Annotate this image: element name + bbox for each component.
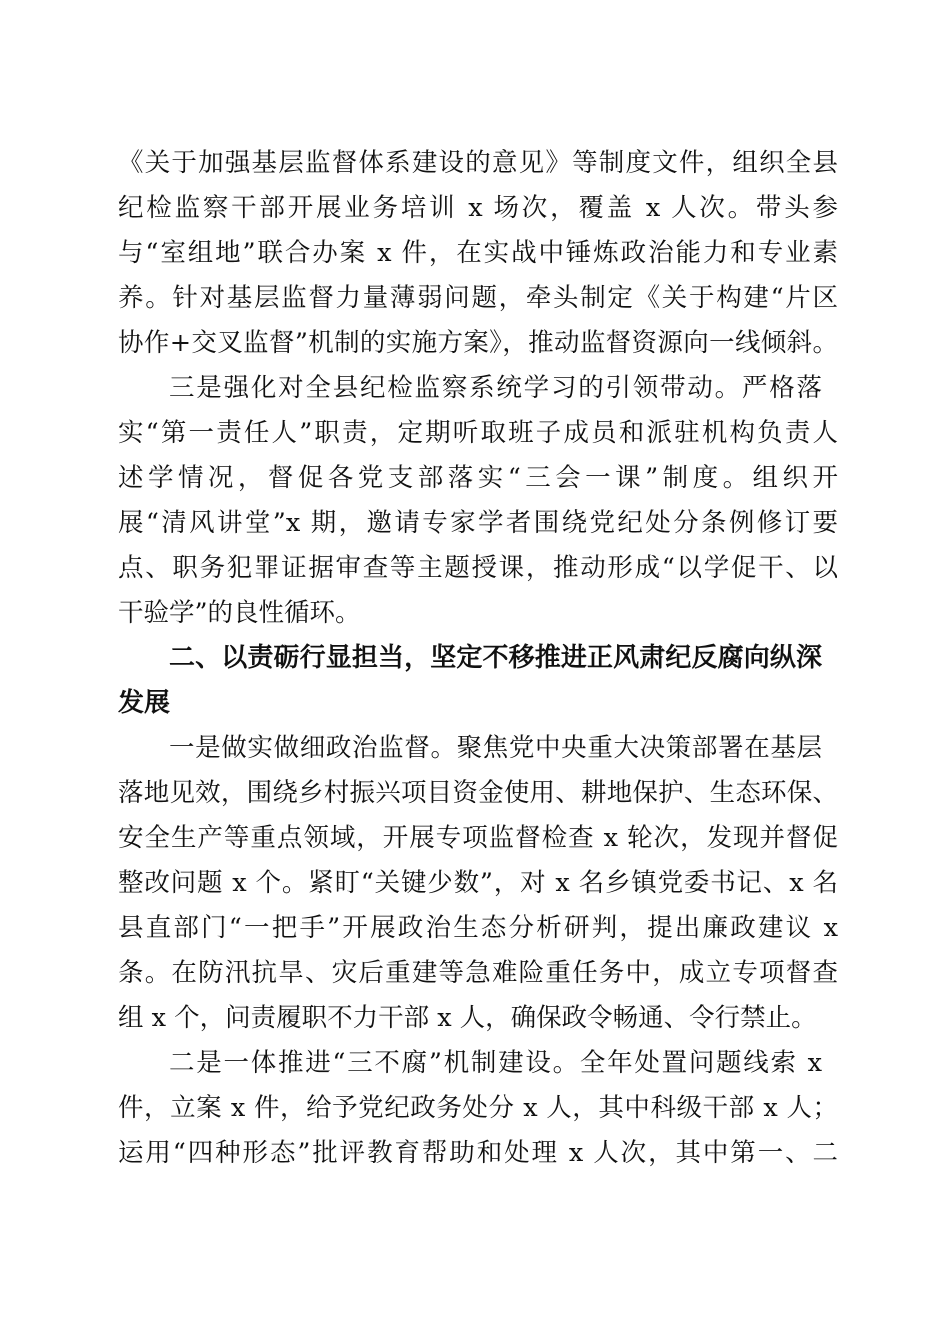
paragraph-lead-line: 一是做实做细政治监督。聚焦党中央重大决策部署在基层 [169, 733, 822, 763]
text-line: 纪检监察干部开展业务培训 x 场次，覆盖 x 人次。带头参 [118, 193, 838, 223]
text-line: 运用“四种形态”批评教育帮助和处理 x 人次，其中第一、二 [118, 1138, 838, 1168]
text-line: 《关于加强基层监督体系建设的意见》等制度文件，组织全县 [118, 148, 838, 178]
text-line: 条。在防汛抗旱、灾后重建等急难险重任务中，成立专项督查 [118, 958, 838, 988]
paragraph-lead-line: 二是一体推进“三不腐”机制建设。全年处置问题线索 x [169, 1048, 822, 1078]
section-heading-continued: 发展 [118, 688, 171, 718]
text-line: 组 x 个，问责履职不力干部 x 人，确保政令畅通、令行禁止。 [118, 1003, 817, 1033]
text-line: 养。针对基层监督力量薄弱问题，牵头制定《关于构建“片区 [118, 283, 838, 313]
text-line: 展“清风讲堂”x 期，邀请专家学者围绕党纪处分条例修订要 [118, 508, 838, 538]
text-line: 述学情况，督促各党支部落实“三会一课”制度。组织开 [118, 463, 838, 493]
text-line: 县直部门“一把手”开展政治生态分析研判，提出廉政建议 x [118, 913, 838, 943]
text-line: 点、职务犯罪证据审查等主题授课，推动形成“以学促干、以 [118, 553, 838, 583]
text-line: 整改问题 x 个。紧盯“关键少数”，对 x 名乡镇党委书记、x 名 [118, 868, 838, 898]
text-line: 落地见效，围绕乡村振兴项目资金使用、耕地保护、生态环保、 [118, 778, 838, 808]
text-line: 件，立案 x 件，给予党纪政务处分 x 人，其中科级干部 x 人； [118, 1093, 838, 1123]
text-line: 干验学”的良性循环。 [118, 598, 361, 628]
text-line: 安全生产等重点领域，开展专项监督检查 x 轮次，发现并督促 [118, 823, 838, 853]
text-line: 与“室组地”联合办案 x 件，在实战中锤炼政治能力和专业素 [118, 238, 838, 268]
paragraph-lead-line: 三是强化对全县纪检监察系统学习的引领带动。严格落 [169, 373, 822, 403]
section-heading: 二、以责砺行显担当，坚定不移推进正风肃纪反腐向纵深 [169, 643, 822, 673]
text-line: 实“第一责任人”职责，定期听取班子成员和派驻机构负责人 [118, 418, 838, 448]
text-line: 协作+交叉监督”机制的实施方案》，推动监督资源向一线倾斜。 [118, 328, 838, 358]
